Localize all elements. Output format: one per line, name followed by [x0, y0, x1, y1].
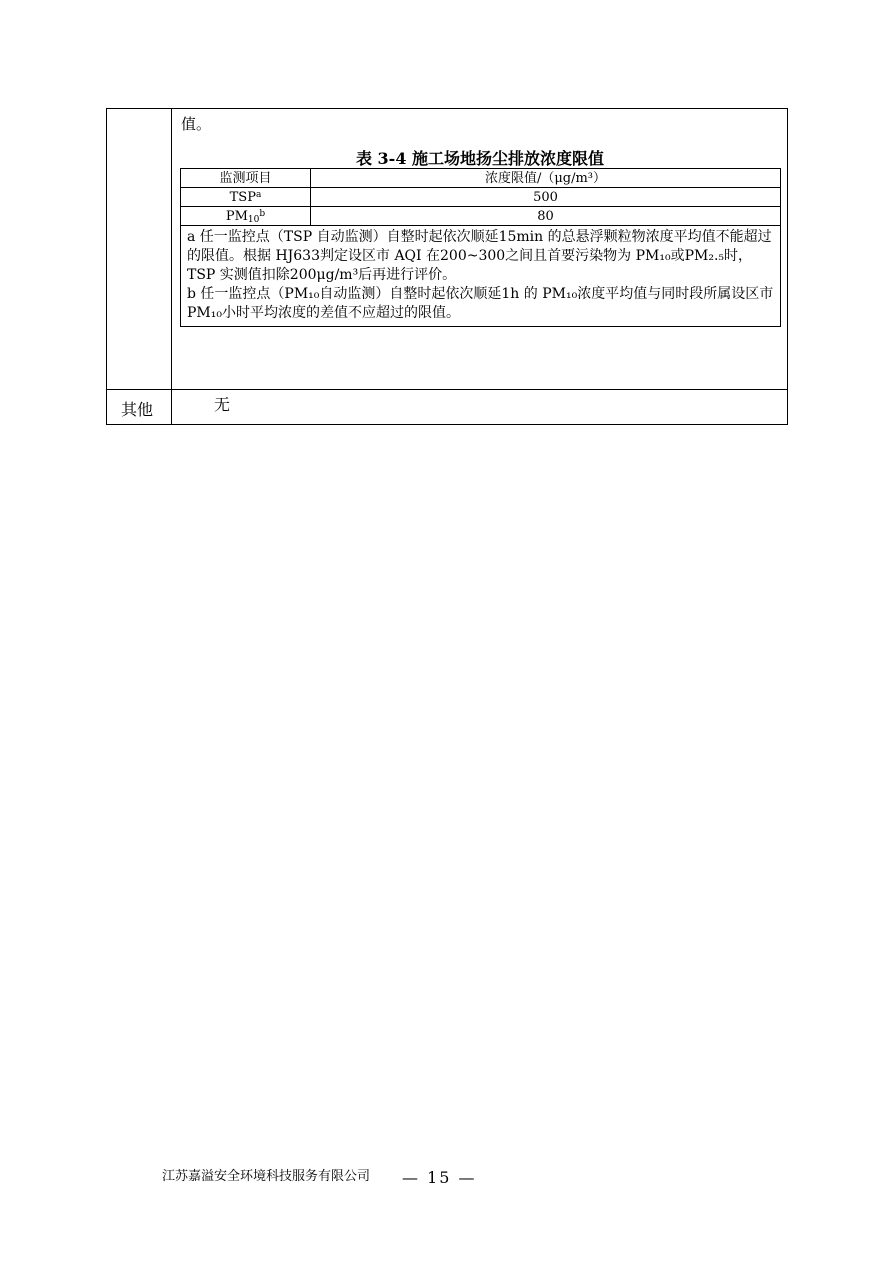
page-number: — 15 — [402, 1168, 477, 1187]
table-header-row [181, 169, 781, 188]
column-divider [171, 109, 172, 424]
requirements-table [106, 108, 788, 425]
table-row [181, 207, 781, 226]
intro-text: 值。 [181, 115, 212, 133]
header-limit: 浓度限值/（μg/m³） [311, 169, 781, 188]
row-item: TSP$^a$ [181, 188, 311, 207]
other-value: 无 [214, 395, 231, 414]
row-value: 500 [311, 188, 781, 207]
dust-limit-table [180, 168, 781, 327]
notes-row [181, 226, 781, 327]
table-caption: 表 3-4 施工场地扬尘排放浓度限值 [355, 149, 605, 168]
table-row [181, 188, 781, 207]
row-divider [107, 389, 787, 390]
other-label: 其他 [121, 400, 154, 419]
table-notes [181, 226, 781, 327]
note-b: b 任一监控点（PM₁₀自动监测）自整时起依次顺延1h 的 PM₁₀浓度平均值与同时段所属设区市 PM₁₀小时平均浓度的差值不应超过的限值。 [187, 286, 774, 321]
row-value: 80 [311, 207, 781, 226]
footer-company: 江苏嘉溢安全环境科技服务有限公司 [162, 1169, 371, 1184]
note-a: a 任一监控点（TSP 自动监测）自整时起依次顺延15min 的总悬浮颗粒物浓度平均值不能超过的限值。根据 HJ633判定设区市 AQI 在200~300之间且首要污染物为 PM₁₀或PM₂.₅时，TSP 实测值扣除200μg/m³后再进行评价。 [187, 229, 772, 283]
header-item: 监测项目 [181, 169, 311, 188]
row-item: $PM_{10}^b$ [181, 207, 311, 226]
